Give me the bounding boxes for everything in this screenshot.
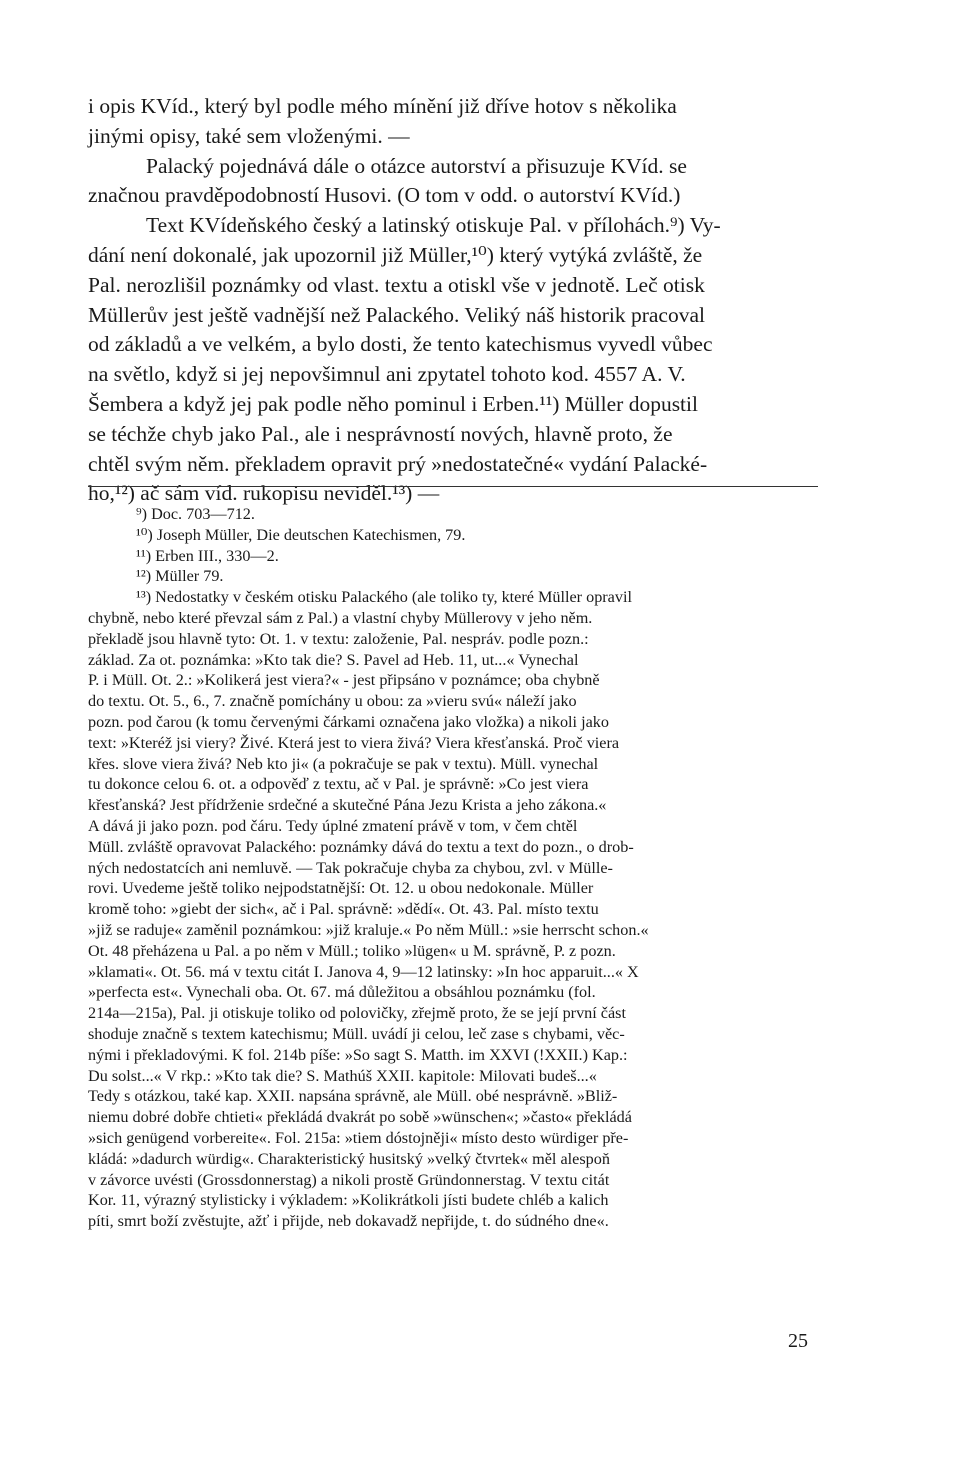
page-number: 25 xyxy=(788,1330,808,1352)
footnote-line: v závorce uvésti (Grossdonnerstag) a nikoli prostě Gründonnerstag. V textu citát xyxy=(88,1170,610,1189)
footnote-line: kromě toho: »giebt der sich«, ač i Pal. správně: »dědí«. Ot. 43. Pal. místo textu xyxy=(88,900,599,919)
footnote-line: tu dokonce celou 6. ot. a odpověď z textu, ač v Pal. je správně: »Co jest viera xyxy=(88,775,589,794)
footnote-line: ¹¹) Erben III., 330—2. xyxy=(136,546,279,565)
body-line: se téchže chyb jako Pal., ale i nesprávností nových, hlavně proto, že xyxy=(88,421,673,446)
footnote-line: chybně, nebo které převzal sám z Pal.) a vlastní chyby Müllerovy v jeho něm. xyxy=(88,608,593,627)
body-line: Text KVídeňského český a latinský otiskuje Pal. v přílohách.⁹) Vy- xyxy=(146,213,721,238)
footnote-line: ¹⁰) Joseph Müller, Die deutschen Katechismen, 79. xyxy=(136,525,466,544)
footnote-line: píti, smrt boží zvěstujte, ažť i přijde, neb dokavadž nepřijde, t. do súdného dne«. xyxy=(88,1212,609,1231)
footnote-line: 214a—215a), Pal. ji otiskuje toliko od polovičky, zřejmě proto, že se její první část xyxy=(88,1004,626,1023)
footnote-line: ¹²) Müller 79. xyxy=(136,567,224,586)
footnote-line: ¹³) Nedostatky v českém otisku Palackého (ale toliko ty, které Müller opravil xyxy=(136,588,632,607)
footnote-line: »klamati«. Ot. 56. má v textu citát I. Janova 4, 9—12 latinsky: »In hoc apparuit...« X xyxy=(88,962,639,981)
footnotes xyxy=(88,504,818,1232)
body-line: od základů a ve velkém, a bylo dosti, že tento katechismus vyvedl vůbec xyxy=(88,332,713,357)
footnote-line: Tedy s otázkou, také kap. XXII. napsána správně, ale Müll. obé nesprávně. »Bliž- xyxy=(88,1087,618,1106)
body-line: dání není dokonalé, jak upozornil již Müller,¹⁰) který vytýká zvláště, že xyxy=(88,242,703,267)
body-line: Müllerův jest ještě vadnější než Palackého. Veliký náš historik pracoval xyxy=(88,302,705,327)
footnote-divider xyxy=(88,486,818,487)
footnote-line: křesťanská? Jest přídrženie srdečné a skutečné Pána Jezu Krista a jeho zákona.« xyxy=(88,796,607,815)
body-line: značnou pravděpodobností Husovi. (O tom v odd. o autorství KVíd.) xyxy=(88,183,681,208)
footnote-line: ných nedostatcích ani nemluvě. — Tak pokračuje chyba za chybou, zvl. v Mülle- xyxy=(88,858,613,877)
body-line: ho,¹²) ač sám víd. rukopisu neviděl.¹³) — xyxy=(88,481,440,506)
footnote-line: P. i Müll. Ot. 2.: »Kolikerá jest viera?« - jest připsáno v poznámce; oba chybně xyxy=(88,671,600,690)
footnote-line: překladě jsou hlavně tyto: Ot. 1. v textu: založenie, Pal. nespráv. podle pozn.: xyxy=(88,629,589,648)
footnote-line: niemu dobré dobře chtieti« překládá dvakrát po sobě »wünschen«; »často« překládá xyxy=(88,1108,632,1127)
body-line: i opis KVíd., který byl podle mého mínění již dříve hotov s několika xyxy=(88,94,677,118)
body-line: Pal. nerozlišil poznámky od vlast. textu a otiskl vše v jednotě. Leč otisk xyxy=(88,272,705,297)
footnote-line: »perfecta est«. Vynechali oba. Ot. 67. má důležitou a obsáhlou poznámku (fol. xyxy=(88,983,596,1002)
body-text xyxy=(88,92,818,509)
body-line: Šembera a když jej pak podle něho pominul i Erben.¹¹) Müller dopustil xyxy=(88,391,698,416)
footnote-line: »sich genügend vorbereite«. Fol. 215a: »tiem dóstojněji« místo desto würdiger pře- xyxy=(88,1128,629,1147)
footnote-line: Ot. 48 přeházena u Pal. a po něm v Müll.; toliko »lügen« u M. správně, P. z pozn. xyxy=(88,941,616,960)
footnote-line: rovi. Uvedeme ještě toliko nejpodstatnější: Ot. 12. u obou nedokonale. Müller xyxy=(88,879,594,898)
footnote-line: do textu. Ot. 5., 6., 7. značně pomíchány u obou: za »vieru svú« náleží jako xyxy=(88,692,577,711)
body-line: na světlo, když si jej nepovšimnul ani zpytatel tohoto kod. 4557 A. V. xyxy=(88,362,686,387)
footnote-line: základ. Za ot. poznámka: »Kto tak die? S. Pavel ad Heb. 11, ut...« Vynechal xyxy=(88,650,579,669)
body-line: jinými opisy, také sem vloženými. — xyxy=(88,123,410,148)
footnote-line: křes. slove viera živá? Neb kto ji« (a pokračuje se pak v textu). Müll. vynechal xyxy=(88,754,599,773)
footnote-line: pozn. pod čarou (k tomu červenými čárkami označena jako vložka) a nikoli jako xyxy=(88,712,609,731)
footnote-line: kládá: »dadurch würdig«. Charakteristický husitský »velký čtvrtek« měl alespoň xyxy=(88,1149,610,1168)
footnote-line: nými i překladovými. K fol. 214b píše: »So sagt S. Matth. im XXVI (!XXII.) Kap.: xyxy=(88,1045,628,1064)
footnote-line: A dává ji jako pozn. pod čáru. Tedy úplné zmatení právě v tom, v čem chtěl xyxy=(88,816,578,835)
body-line: Palacký pojednává dále o otázce autorství a přisuzuje KVíd. se xyxy=(146,153,687,178)
footnote-line: text: »Kteréž jsi viery? Živé. Která jest to viera živá? Viera křesťanská. Proč viera xyxy=(88,733,620,752)
footnote-line: Müll. zvláště opravovat Palackého: poznámky dává do textu a text do pozn., o drob- xyxy=(88,837,634,856)
footnote-line: Kor. 11, výrazný stylisticky i výkladem: »Kolikrátkoli jísti budete chléb a kalich xyxy=(88,1191,609,1210)
footnote-line: shoduje značně s textem katechismu; Müll. uvádí ji celou, leč zase s chybami, věc- xyxy=(88,1024,625,1043)
footnote-line: ⁹) Doc. 703—712. xyxy=(136,505,255,523)
body-line: chtěl svým něm. překladem opravit prý »nedostatečné« vydání Palacké- xyxy=(88,451,708,476)
footnote-line: »již se raduje« zaměnil poznámkou: »již kraluje.« Po něm Müll.: »sie herrscht schon.« xyxy=(88,920,649,939)
footnote-line: Du solst...« V rkp.: »Kto tak die? S. Mathúš XXII. kapitole: Milovati budeš...« xyxy=(88,1066,597,1085)
